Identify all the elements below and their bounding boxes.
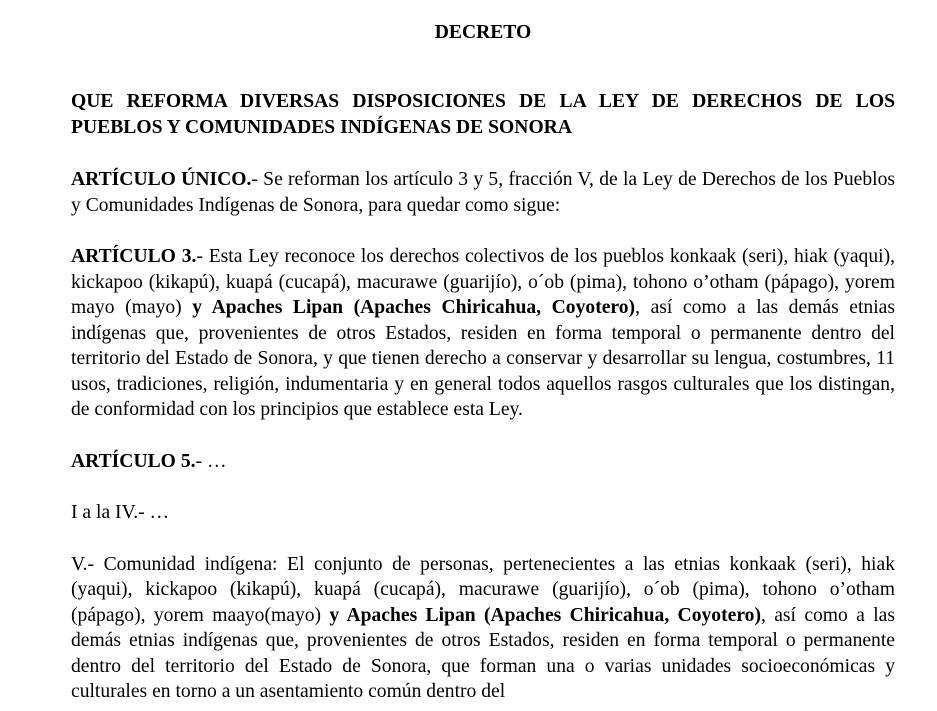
articulo-3 <box>71 244 895 423</box>
articulo-3-text-before: - Esta Ley reconoce los derechos colectivos de los pueblos konkaak (seri), hiak (yaqui), kickapoo (kikapú), kuapá (cucapá), macurawe (guarijío), o´ob (pima), tohono o’otham (pápago), yorem mayo (mayo) <box>71 246 895 318</box>
articulo-unico <box>71 167 895 218</box>
articulo-unico-heading: ARTÍCULO ÚNICO. <box>71 169 252 190</box>
articulo-5-heading: ARTÍCULO 5. <box>71 450 196 472</box>
fraccion-i-iv: I a la IV.- … <box>71 502 170 523</box>
fraccion-v <box>71 552 895 705</box>
document-page <box>71 20 895 705</box>
fraccion-v-text-before: V.- Comunidad indígena: El conjunto de personas, pertenecientes a las etnias konkaak (seri), hiak (yaqui), kickapoo (kikapú), kuapá (cucapá), macurawe (guarijío), o´ob (pima), tohono o’otham (pápago), yorem maayo(mayo) <box>71 553 895 626</box>
articulo-3-heading: ARTÍCULO 3. <box>71 246 197 267</box>
fraccion-v-text-after: , así como a las demás etnias indígenas que, provenientes de otros Estados, residen en forma temporal o permanente dentro del territorio del Estado de Sonora, que forman una o varias unidades socioeconómicas y culturales en torno a un asentamiento común dentro del <box>71 604 895 702</box>
articulo-3-bold-text: y Apaches Lipan (Apaches Chiricahua, Coyotero) <box>192 297 636 318</box>
articulo-unico-text: - Se reforman los artículo 3 y 5, fracción V, de la Ley de Derechos de los Pueblos y Comunidades Indígenas de Sonora, para quedar como sigue: <box>71 169 895 216</box>
articulo-3-text-after: , así como a las demás etnias indígenas que, provenientes de otros Estados, residen en forma temporal o permanente dentro del territorio del Estado de Sonora, y que tienen derecho a conservar y desarrollar su lengua, costumbres, 11 usos, tradiciones, religión, indumentaria y en general todos aquellos rasgos culturales que los distingan, de conformidad con los principios que establece esta Ley. <box>71 297 895 420</box>
document-subtitle: QUE REFORMA DIVERSAS DISPOSICIONES DE LA LEY DE DERECHOS DE LOS PUEBLOS Y COMUNIDADES INDÍGENAS DE SONORA <box>71 91 895 138</box>
document-title: DECRETO <box>434 22 532 43</box>
articulo-5 <box>71 449 895 475</box>
fraccion-v-bold-text: y Apaches Lipan (Apaches Chiricahua, Coyotero) <box>329 604 761 626</box>
articulo-5-text: - … <box>195 450 227 472</box>
